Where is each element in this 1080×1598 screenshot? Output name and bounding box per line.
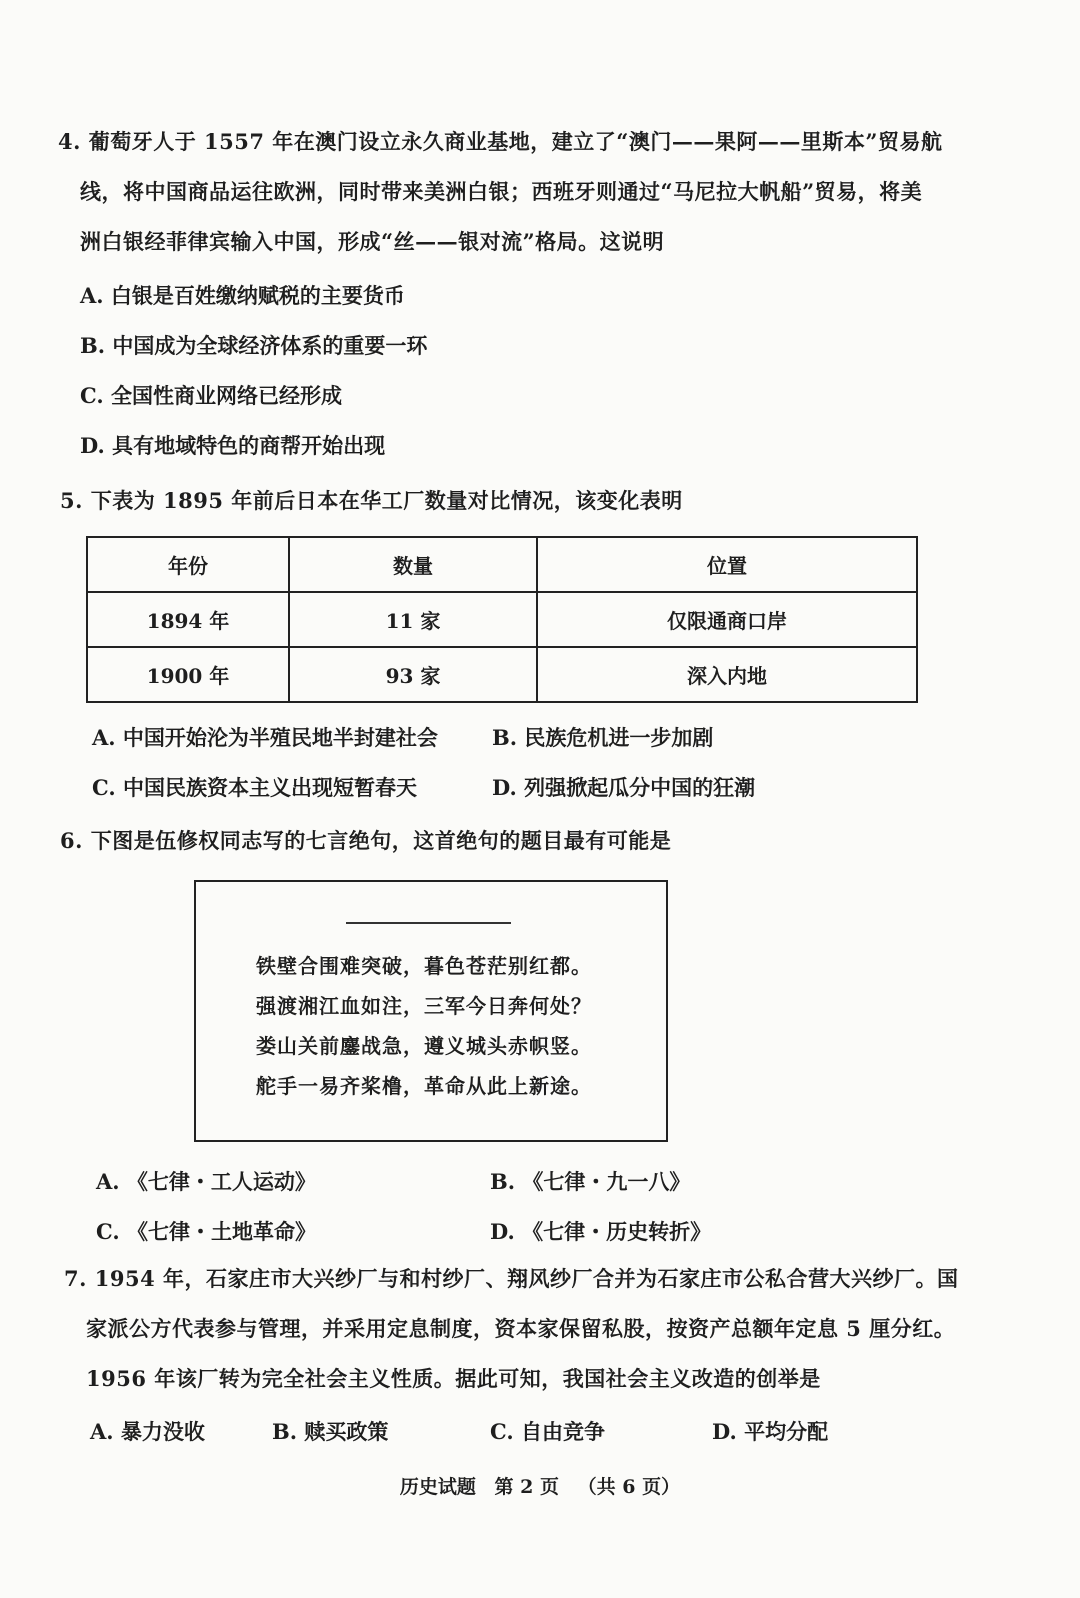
- poem-line-1: 铁壁合围难突破，暮色苍茫别红都。: [256, 954, 592, 978]
- q6-stem: 6. 下图是伍修权同志写的七言绝句，这首绝句的题目最有可能是: [60, 828, 672, 853]
- poem-line-3: 娄山关前鏖战急，遵义城头赤帜竖。: [256, 1034, 592, 1058]
- footer-page: 第 2 页: [494, 1476, 559, 1498]
- table-cell: 仅限通商口岸: [537, 592, 917, 647]
- table-header-count: 数量: [289, 537, 537, 592]
- table-cell: 11 家: [289, 592, 537, 647]
- q4-stem: [58, 117, 942, 267]
- q4-line-3: 洲白银经菲律宾输入中国，形成“丝——银对流”格局。这说明: [80, 229, 665, 254]
- q5-option-c[interactable]: C. 中国民族资本主义出现短暂春天: [92, 775, 417, 800]
- table-cell: 1900 年: [87, 647, 289, 702]
- q7-option-c[interactable]: C. 自由竞争: [490, 1419, 605, 1444]
- table-header-year: 年份: [87, 537, 289, 592]
- q5-stem: 5. 下表为 1895 年前后日本在华工厂数量对比情况，该变化表明: [60, 488, 683, 513]
- q4-line-2: 线，将中国商品运往欧洲，同时带来美洲白银；西班牙则通过“马尼拉大帆船”贸易，将美: [80, 179, 923, 204]
- table-cell: 1894 年: [87, 592, 289, 647]
- page-footer: [0, 1472, 1080, 1499]
- q5-table: [86, 536, 918, 703]
- q4-line-1: 4. 葡萄牙人于 1557 年在澳门设立永久商业基地，建立了“澳门——果阿——里斯本”贸易航: [58, 129, 943, 154]
- q7-line-1: 7. 1954 年，石家庄市大兴纱厂与和村纱厂、翔风纱厂合并为石家庄市公私合营大兴纱厂。国: [64, 1266, 959, 1291]
- q5-option-a[interactable]: A. 中国开始沦为半殖民地半封建社会: [92, 725, 438, 750]
- q6-option-d[interactable]: D. 《七律・历史转折》: [490, 1219, 712, 1244]
- table-cell: 93 家: [289, 647, 537, 702]
- table-header-row: [87, 537, 917, 592]
- table-row: [87, 647, 917, 702]
- footer-total: （共 6 页）: [577, 1476, 681, 1498]
- q6-option-b[interactable]: B. 《七律・九一八》: [490, 1169, 691, 1194]
- poem-title-blank: [346, 922, 511, 924]
- table-cell: 深入内地: [537, 647, 917, 702]
- poem-line-2: 强渡湘江血如注，三军今日奔何处？: [256, 994, 592, 1018]
- q6-option-a[interactable]: A. 《七律・工人运动》: [96, 1169, 316, 1194]
- q7-option-a[interactable]: A. 暴力没收: [90, 1419, 205, 1444]
- q4-option-b[interactable]: B. 中国成为全球经济体系的重要一环: [80, 333, 428, 358]
- q7-stem: [64, 1254, 959, 1404]
- q7-line-2: 家派公方代表参与管理，并采用定息制度，资本家保留私股，按资产总额年定息 5 厘分红。: [86, 1316, 956, 1341]
- q5-option-b[interactable]: B. 民族危机进一步加剧: [492, 725, 714, 750]
- poem-line-4: 舵手一易齐桨橹，革命从此上新途。: [256, 1074, 592, 1098]
- q7-option-d[interactable]: D. 平均分配: [712, 1419, 829, 1444]
- q5-option-d[interactable]: D. 列强掀起瓜分中国的狂潮: [492, 775, 756, 800]
- q4-option-d[interactable]: D. 具有地域特色的商帮开始出现: [80, 433, 386, 458]
- q7-option-b[interactable]: B. 赎买政策: [272, 1419, 389, 1444]
- poem-box: [194, 880, 668, 1142]
- q4-option-c[interactable]: C. 全国性商业网络已经形成: [80, 383, 342, 408]
- table-header-location: 位置: [537, 537, 917, 592]
- q6-option-c[interactable]: C. 《七律・土地革命》: [96, 1219, 316, 1244]
- q4-option-a[interactable]: A. 白银是百姓缴纳赋税的主要货币: [80, 283, 405, 308]
- q7-line-3: 1956 年该厂转为完全社会主义性质。据此可知，我国社会主义改造的创举是: [86, 1366, 821, 1391]
- footer-subject: 历史试题: [399, 1476, 476, 1498]
- table-row: [87, 592, 917, 647]
